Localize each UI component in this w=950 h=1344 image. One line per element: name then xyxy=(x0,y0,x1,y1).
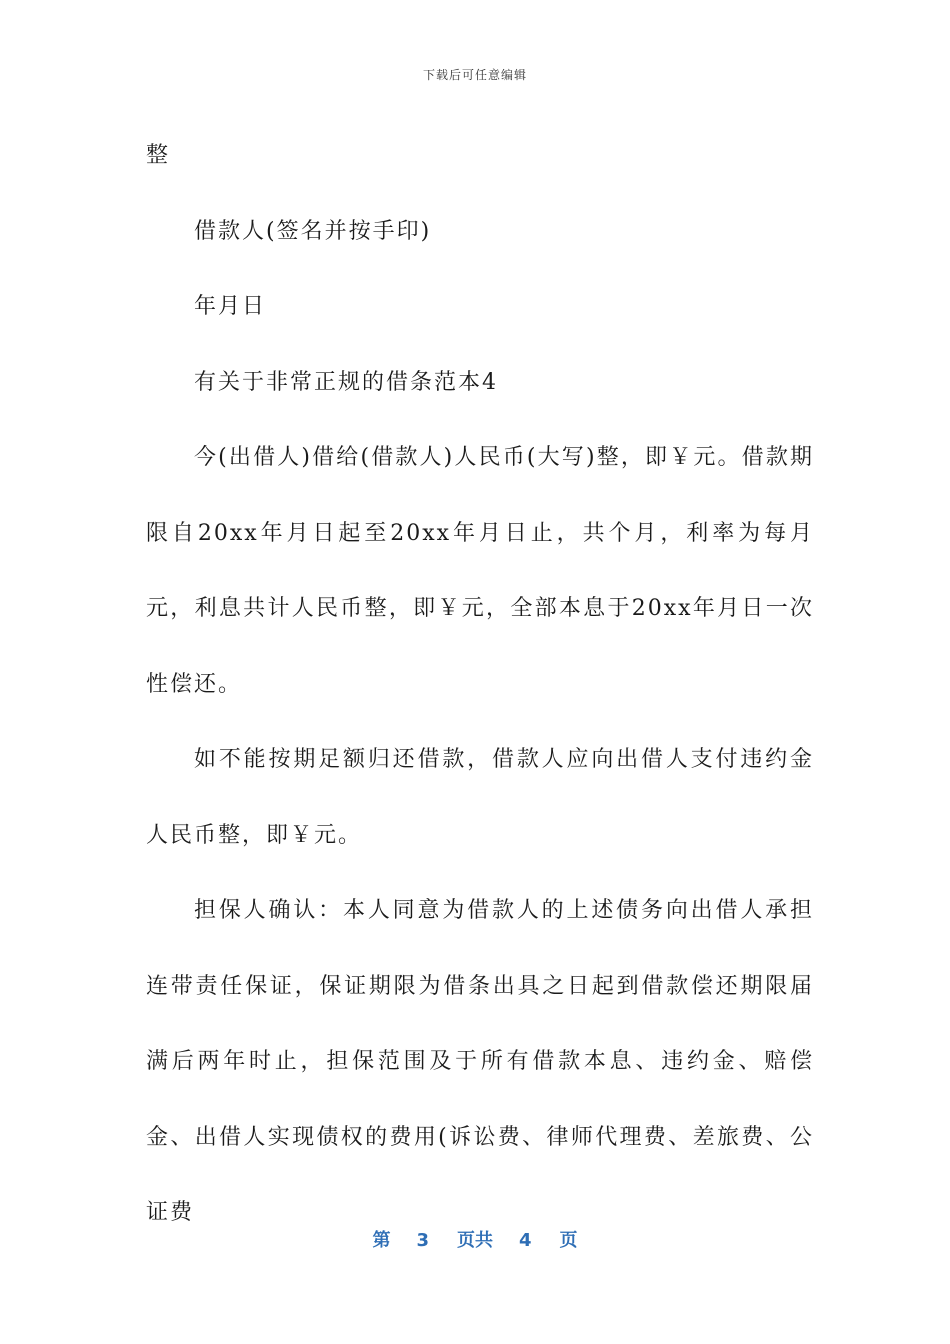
paragraph: 年月日 xyxy=(194,294,267,319)
paragraph: 有关于非常正规的借条范本4 xyxy=(194,369,498,395)
footer-total-pages: 4 xyxy=(519,1230,532,1251)
header-note: 下载后可任意编辑 xyxy=(422,68,527,82)
paragraph: 担保人确认：本人同意为借款人的上述债务向出借人承担连带责任保证，保证期限为借条出具之日起到借款偿还期限届满后两年时止，担保范围及于所有借款本息、违约金、赔偿金、出借人实现债权的费用(诉讼费、律师代理费、差旅费、公证费 xyxy=(146,898,814,1225)
footer-prefix: 第 xyxy=(372,1230,391,1251)
paragraph: 今(出借人)借给(借款人)人民币(大写)整，即￥元。借款期限自20xx年月日起至20xx年月日止，共个月，利率为每月元，利息共计人民币整，即￥元，全部本息于20xx年月日一次性偿还。 xyxy=(146,445,814,697)
document-body xyxy=(146,118,814,1251)
paragraph: 整 xyxy=(146,143,171,168)
paragraph: 借款人(签名并按手印) xyxy=(194,218,432,244)
paragraph: 如不能按期足额归还借款，借款人应向出借人支付违约金人民币整，即￥元。 xyxy=(146,747,814,848)
page-footer xyxy=(0,1226,950,1252)
footer-current-page: 3 xyxy=(416,1230,429,1251)
footer-suffix: 页 xyxy=(559,1230,578,1251)
footer-middle: 页共 xyxy=(457,1230,493,1251)
